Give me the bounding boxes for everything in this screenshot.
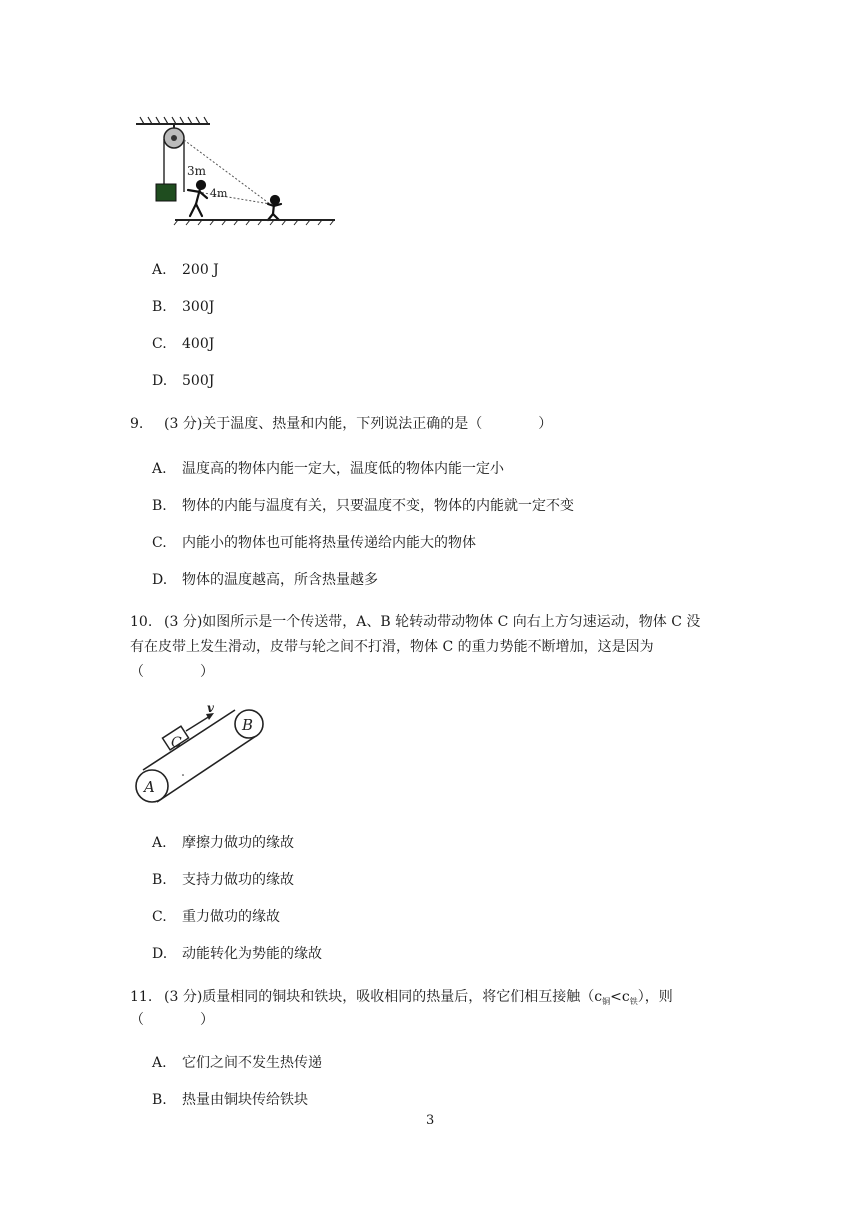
option-label: A.	[152, 1055, 167, 1071]
option-label: C.	[152, 336, 167, 352]
subscript-copper: 铜	[602, 997, 611, 1006]
option-text: 支持力做功的缘故	[182, 872, 294, 888]
q9-option-d[interactable]	[152, 569, 378, 589]
q9-option-c[interactable]	[152, 532, 476, 552]
option-text: 热量由铜块传给铁块	[182, 1092, 308, 1108]
option-text: 内能小的物体也可能将热量传递给内能大的物体	[182, 535, 476, 551]
option-label: D.	[152, 572, 168, 588]
pulley-figure	[130, 112, 345, 227]
label-c: C	[171, 735, 182, 751]
q10-answer-blank: （ ）	[130, 664, 214, 680]
conveyor-figure	[130, 700, 270, 808]
q8-option-b[interactable]	[152, 299, 214, 315]
option-label: D.	[152, 946, 168, 962]
option-label: C.	[152, 535, 167, 551]
option-label: B.	[152, 299, 167, 315]
option-label: B.	[152, 498, 167, 514]
option-text: 物体的内能与温度有关，只要温度不变，物体的内能就一定不变	[182, 498, 574, 514]
q9-option-b[interactable]	[152, 495, 574, 515]
label-a: A	[144, 778, 155, 796]
option-text: 摩擦力做功的缘故	[182, 835, 294, 851]
q10-option-d[interactable]	[152, 943, 322, 963]
q9-option-a[interactable]	[152, 458, 504, 478]
q10-stem-line1	[130, 610, 700, 635]
option-text: 400J	[182, 336, 215, 352]
q11-option-b[interactable]	[152, 1089, 308, 1109]
option-text: 温度高的物体内能一定大，温度低的物体内能一定小	[182, 461, 504, 477]
option-text: 动能转化为势能的缘故	[182, 946, 322, 962]
question-text: (3 分)质量相同的铜块和铁块，吸收相同的热量后，将它们相互接触（c	[164, 989, 603, 1005]
label-v: v	[207, 701, 214, 715]
option-text: 200 J	[182, 262, 219, 278]
subscript-iron: 铁	[629, 997, 638, 1006]
option-text: 重力做功的缘故	[182, 909, 280, 925]
question-number: 10.	[130, 614, 153, 630]
option-text: 500J	[182, 373, 215, 389]
less-than-c: <c	[610, 989, 630, 1005]
q10-option-b[interactable]	[152, 869, 294, 889]
label-4m: 4m	[210, 187, 228, 200]
option-label: C.	[152, 909, 167, 925]
option-label: A.	[152, 461, 167, 477]
q8-option-c[interactable]	[152, 336, 214, 352]
label-3m: 3m	[187, 164, 207, 178]
option-text: 物体的温度越高，所含热量越多	[182, 572, 378, 588]
question-number: 9.	[130, 416, 144, 432]
question-text: (3 分)关于温度、热量和内能，下列说法正确的是（ ）	[164, 416, 553, 432]
option-label: A.	[152, 835, 167, 851]
option-label: B.	[152, 1092, 167, 1108]
page-number: 3	[426, 1113, 435, 1128]
q10-option-c[interactable]	[152, 906, 280, 926]
q11-answer-blank: （ ）	[130, 1012, 214, 1028]
question-text-end: ），则	[637, 989, 673, 1005]
q9-stem	[130, 412, 552, 437]
question-text: (3 分)如图所示是一个传送带，A、B 轮转动带动物体 C 向右上方匀速运动，物体 C 没	[164, 614, 701, 630]
q10-option-a[interactable]	[152, 832, 294, 852]
label-b: B	[242, 716, 254, 734]
question-number: 11.	[130, 989, 153, 1005]
q8-option-a[interactable]	[152, 262, 219, 278]
option-label: A.	[152, 262, 167, 278]
option-text: 它们之间不发生热传递	[182, 1055, 322, 1071]
q11-option-a[interactable]	[152, 1052, 322, 1072]
q10-stem-line2: 有在皮带上发生滑动，皮带与轮之间不打滑，物体 C 的重力势能不断增加，这是因为	[130, 639, 654, 655]
q8-option-d[interactable]	[152, 373, 214, 389]
option-label: B.	[152, 872, 167, 888]
option-label: D.	[152, 373, 168, 389]
option-text: 300J	[182, 299, 215, 315]
